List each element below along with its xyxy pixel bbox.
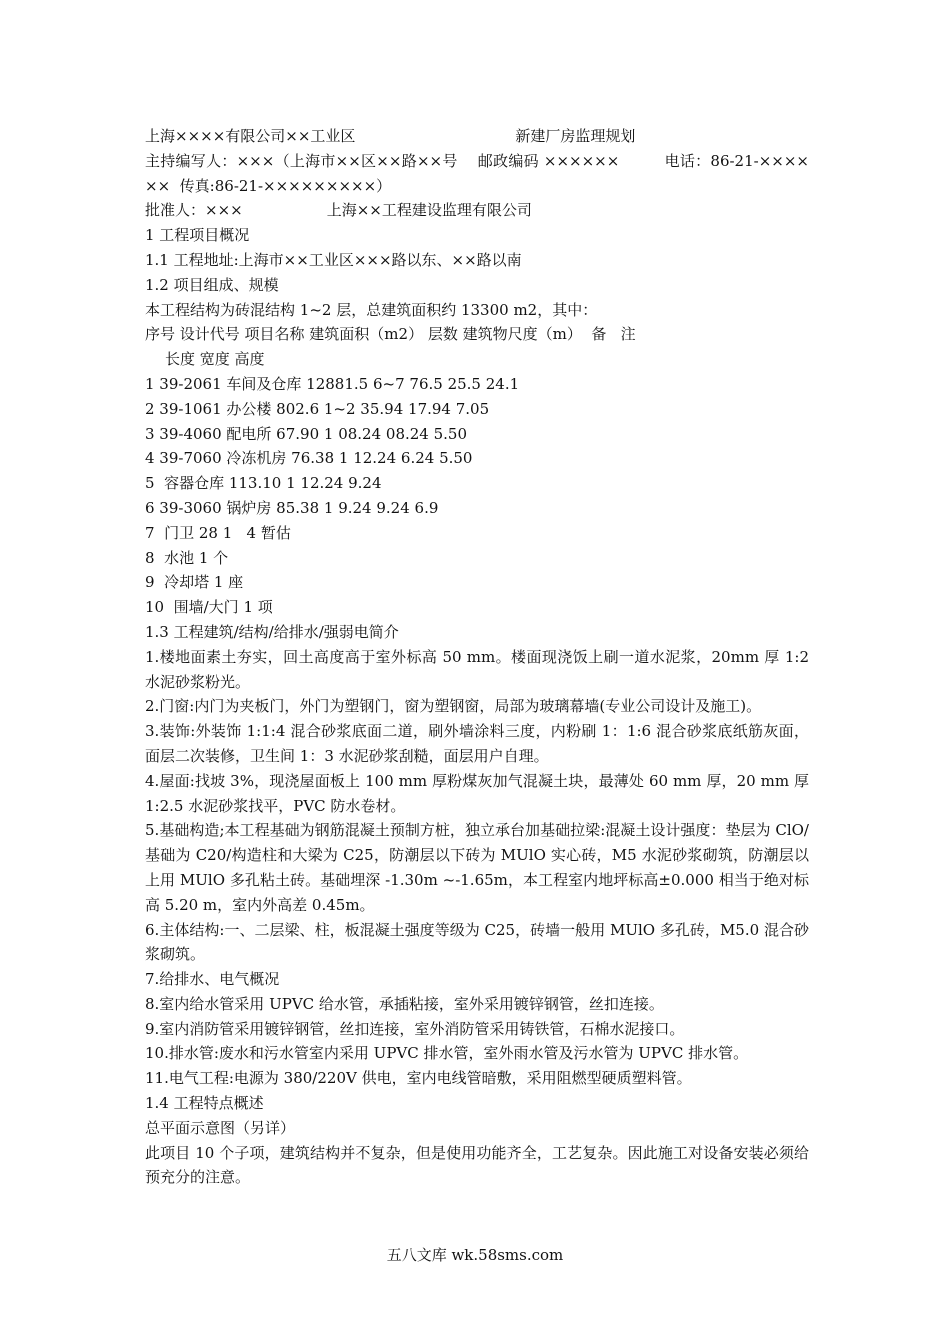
table-subheader: 长度 宽度 高度: [165, 350, 265, 369]
table-row: 9 冷却塔 1 座: [145, 573, 244, 592]
table-row: 10 围墙/大门 1 项: [145, 598, 273, 617]
project-address: 1.1 工程地址:上海市××工业区×××路以东、××路以南: [145, 250, 522, 269]
table-row: 6 39-3060 锅炉房 85.38 1 9.24 9.24 6.9: [145, 498, 439, 517]
paragraph: 7.给排水、电气概况: [145, 970, 280, 989]
paragraph: 2.门窗:内门为夹板门，外门为塑钢门，窗为塑钢窗，局部为玻璃幕墙(专业公司设计及施工)。: [145, 697, 762, 716]
header-line: [145, 124, 809, 149]
section-heading: 1.2 项目组成、规模: [145, 275, 279, 294]
paragraph: 9.室内消防管采用镀锌钢管，丝扣连接，室外消防管采用铸铁管，石棉水泥接口。: [145, 1019, 685, 1038]
paragraph: 3.装饰:外装饰 1:1:4 混合砂浆底面二道，刷外墙涂料三度，内粉刷 1：1:6 混合砂浆底纸筋灰面，面层二次装修，卫生间 1：3 水泥砂浆刮糙，面层用户自理。: [145, 722, 809, 765]
paragraph: 11.电气工程:电源为 380/220V 供电，室内电线管暗敷，采用阻燃型硬质塑料管。: [145, 1069, 692, 1088]
table-row: 5 容器仓库 113.10 1 12.24 9.24: [145, 474, 382, 493]
paragraph: 5.基础构造;本工程基础为钢筋混凝土预制方桩，独立承台加基础拉梁:混凝土设计强度：垫层为 ClO/基础为 C20/构造柱和大梁为 C25，防潮层以下砖为 MUlO 实心砖，M5 水泥砂浆砌筑，防潮层以上用 MUlO 多孔粘土砖。基础埋深 -1.30m ~-1.65m，本工程室内地坪标高±0.000 相当于绝对标高 5.20 m，室内外高差 0.45m。: [145, 821, 809, 914]
scale-summary: 本工程结构为砖混结构 1~2 层，总建筑面积约 13300 m2，其中：: [145, 300, 598, 319]
approver-org: 上海××工程建设监理有限公司: [326, 201, 532, 220]
table-header: 序号 设计代号 项目名称 建筑面积（m2） 层数 建筑物尺度（m） 备 注: [145, 325, 636, 344]
table-row: 2 39-1061 办公楼 802.6 1~2 35.94 17.94 7.05: [145, 399, 490, 418]
document-title: 新建厂房监理规划: [515, 127, 636, 145]
paragraph: 1.楼地面素土夯实，回土高度高于室外标高 50 mm。楼面现浇饭上刷一道水泥浆，20mm 厚 1:2 水泥砂浆粉光。: [145, 647, 814, 691]
table-row: 4 39-7060 冷冻机房 76.38 1 12.24 6.24 5.50: [145, 449, 473, 468]
paragraph: 此项目 10 个子项，建筑结构并不复杂，但是使用功能齐全，工艺复杂。因此施工对设备安装必须给预充分的注意。: [145, 1143, 809, 1187]
paragraph: 总平面示意图（另详）: [145, 1118, 296, 1137]
paragraph: 6.主体结构:一、二层梁、柱，板混凝土强度等级为 C25，砖墙一般用 MUlO 多孔砖，M5.0 混合砂浆砌筑。: [145, 920, 809, 964]
document-body: [145, 124, 814, 1190]
paragraph: 4.屋面:找坡 3%，现浇屋面板上 100 mm 厚粉煤灰加气混凝土块，最薄处 60 mm 厚，20 mm 厚 1:2.5 水泥砂浆找平，PVC 防水卷材。: [145, 771, 814, 815]
paragraph: 10.排水管:废水和污水管室内采用 UPVC 排水管，室外雨水管及污水管为 UPVC 排水管。: [145, 1044, 749, 1063]
table-row: 3 39-4060 配电所 67.90 1 08.24 08.24 5.50: [145, 424, 468, 443]
section-heading: 1.3 工程建筑/结构/给排水/强弱电简介: [145, 622, 399, 641]
page-footer: 五八文库 wk.58sms.com: [386, 1246, 564, 1264]
section-heading: 1 工程项目概况: [145, 226, 250, 245]
table-row: 7 门卫 28 1 4 暂估: [145, 523, 291, 542]
table-row: 8 水池 1 个: [145, 548, 229, 567]
table-row: 1 39-2061 车间及仓库 12881.5 6~7 76.5 25.5 24.1: [145, 374, 520, 393]
company-name: 上海××××有限公司××工业区: [145, 127, 356, 145]
approver-line: [145, 198, 809, 223]
section-heading: 1.4 工程特点概述: [145, 1094, 264, 1113]
paragraph: 8.室内给水管采用 UPVC 给水管，承插粘接，室外采用镀锌钢管，丝扣连接。: [145, 994, 664, 1013]
approver: 批准人：×××: [145, 201, 243, 220]
author-line: 主持编写人：×××（上海市××区××路××号 邮政编码 ×××××× 电话：86-21-×××××× 传真:86-21-×××××××××）: [145, 151, 809, 195]
